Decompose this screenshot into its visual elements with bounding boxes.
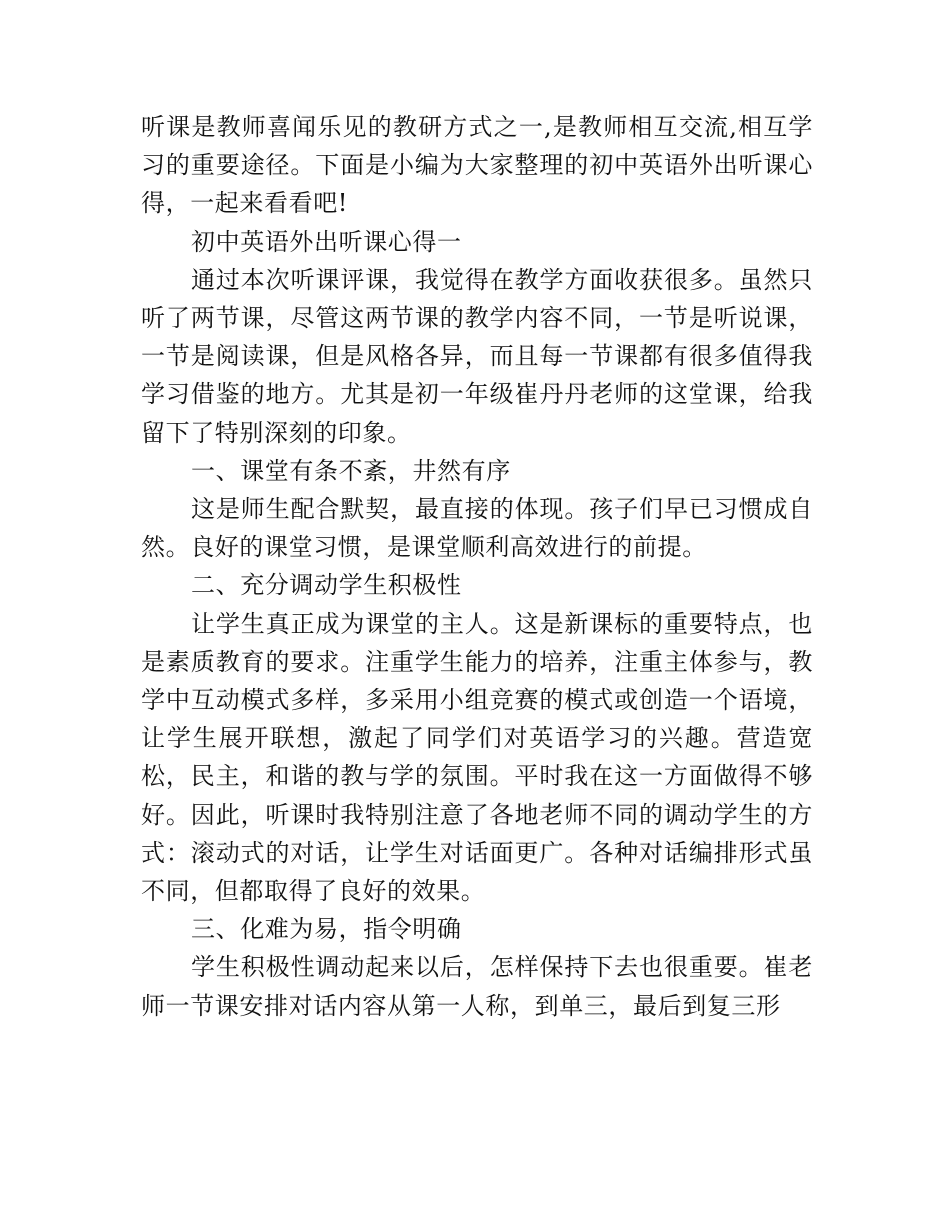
subheading-1: 一、课堂有条不紊，井然有序 [191, 456, 511, 485]
body-paragraph: 这是师生配合默契，最直接的体现。孩子们早已习惯成自然。良好的课堂习惯，是课堂顺利高效进行的前提。 [141, 495, 813, 562]
section-title: 初中英语外出听课心得一 [191, 227, 462, 256]
body-paragraph: 学生积极性调动起来以后，怎样保持下去也很重要。崔老师一节课安排对话内容从第一人称，到单三，最后到复三形 [141, 953, 813, 1020]
body-paragraph: 通过本次听课评课，我觉得在教学方面收获很多。虽然只听了两节课，尽管这两节课的教学内容不同，一节是听说课，一节是阅读课，但是风格各异，而且每一节课都有很多值得我学习借鉴的地方。尤其是初一年级崔丹丹老师的这堂课，给我留下了特别深刻的印象。 [141, 265, 813, 447]
subheading-2: 二、充分调动学生积极性 [191, 571, 462, 600]
body-paragraph: 让学生真正成为课堂的主人。这是新课标的重要特点，也是素质教育的要求。注重学生能力的培养，注重主体参与，教学中互动模式多样，多采用小组竞赛的模式或创造一个语境，让学生展开联想，激起了同学们对英语学习的兴趣。营造宽松，民主，和谐的教与学的氛围。平时我在这一方面做得不够好。因此，听课时我特别注意了各地老师不同的调动学生的方式：滚动式的对话，让学生对话面更广。各种对话编排形式虽不同，但都取得了良好的效果。 [141, 609, 813, 906]
intro-paragraph: 听课是教师喜闻乐见的教研方式之一,是教师相互交流,相互学习的重要途径。下面是小编为大家整理的初中英语外出听课心得，一起来看看吧! [141, 113, 813, 218]
subheading-3: 三、化难为易，指令明确 [191, 915, 462, 944]
document-body [141, 108, 813, 1025]
